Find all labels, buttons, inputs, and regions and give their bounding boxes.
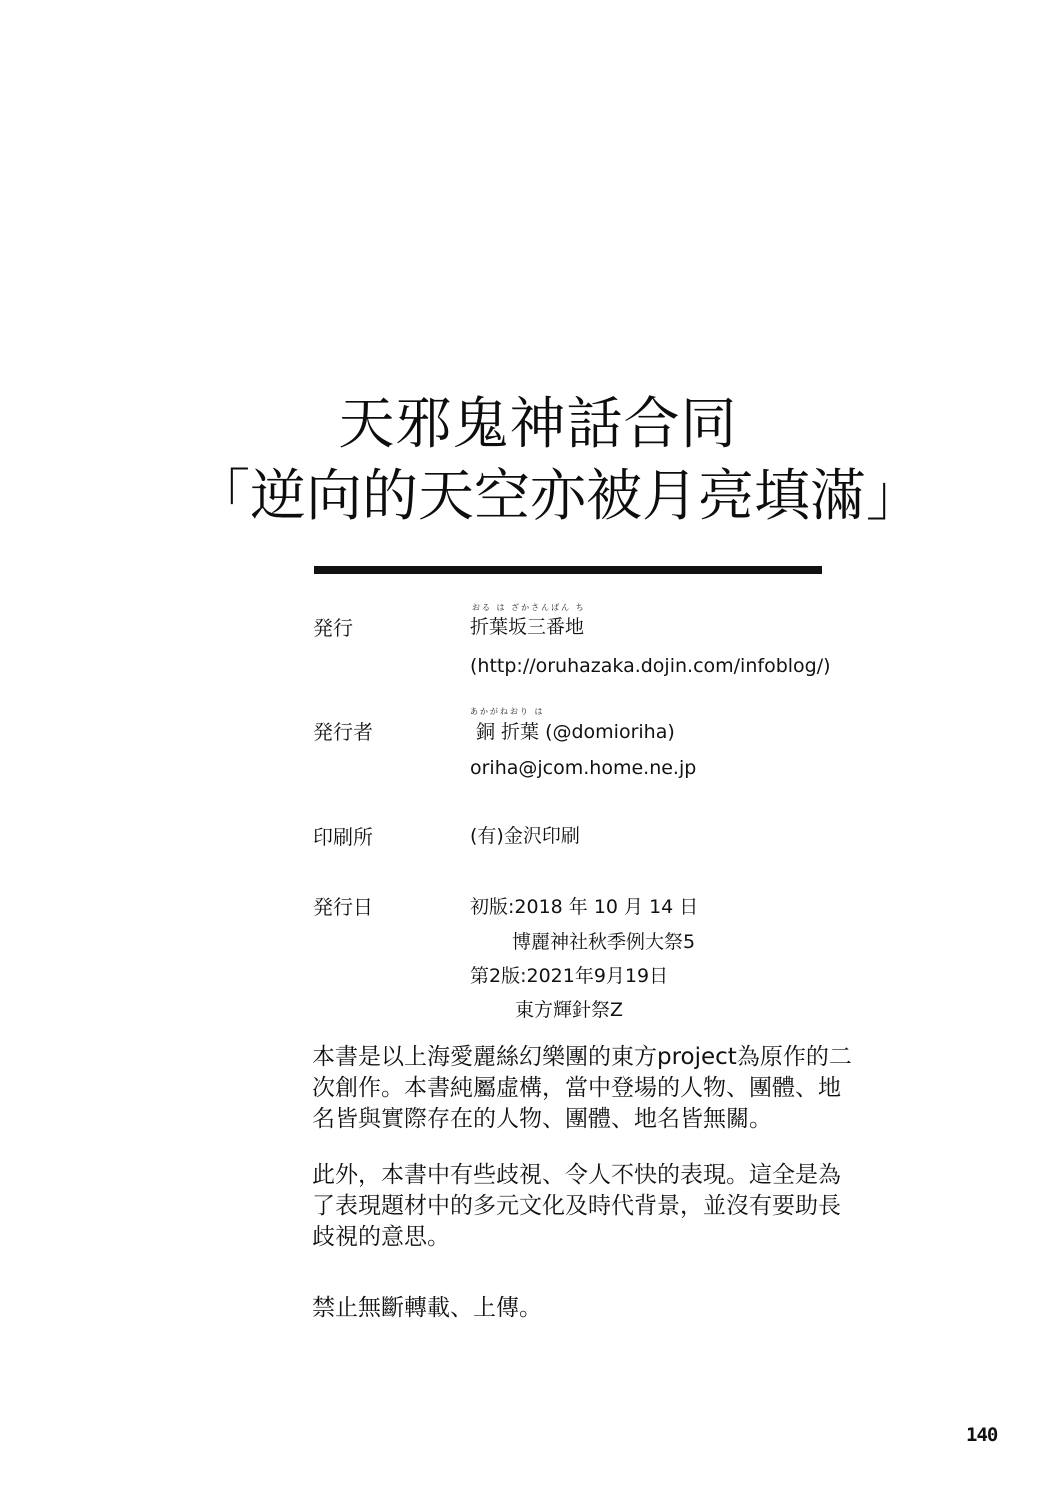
warning-line: 歧視的意思。	[312, 1224, 450, 1250]
disclaimer-line: 次創作。本書純屬虛構，當中登場的人物、團體、地	[312, 1075, 841, 1101]
first-edition-date: 初版:2018 年 10 月 14 日	[470, 896, 699, 918]
reproduction-notice: 禁止無斷轉載、上傳。	[312, 1295, 542, 1321]
author-name: 銅 折葉 (@domioriha)	[476, 721, 675, 743]
date-label: 発行日	[313, 895, 373, 919]
printer-label: 印刷所	[313, 825, 373, 849]
content-warning-paragraph	[312, 1160, 902, 1253]
title-line-2: 「逆向的天空亦被月亮填滿」	[194, 464, 922, 529]
publisher-ruby: おる は ざかさんばん ち	[472, 603, 586, 612]
publisher-url: (http://oruhazaka.dojin.com/infoblog/)	[470, 655, 831, 677]
first-edition-event: 博麗神社秋季例大祭5	[512, 931, 696, 953]
author-ruby: あかがねおり は	[470, 707, 545, 716]
warning-line: 此外，本書中有些歧視、令人不快的表現。這全是為	[312, 1162, 841, 1188]
disclaimer-line: 名皆與實際存在的人物、團體、地名皆無關。	[312, 1106, 772, 1132]
printer-name: (有)金沢印刷	[470, 825, 580, 847]
title-divider	[314, 566, 822, 574]
second-edition-date: 第2版:2021年9月19日	[470, 965, 669, 987]
second-edition-event: 東方輝針祭Z	[515, 999, 624, 1021]
title-line-1: 天邪鬼神話合同	[338, 392, 738, 457]
disclaimer-line: 本書是以上海愛麗絲幻樂團的東方project為原作的二	[312, 1044, 852, 1070]
author-label: 発行者	[313, 720, 373, 744]
disclaimer-paragraph	[312, 1042, 902, 1135]
author-email: oriha@jcom.home.ne.jp	[470, 757, 697, 779]
page-number: 140	[966, 1424, 998, 1446]
warning-line: 了表現題材中的多元文化及時代背景，並沒有要助長	[312, 1193, 841, 1219]
publisher-label: 発行	[313, 616, 353, 640]
publisher-name: 折葉坂三番地	[470, 616, 585, 638]
